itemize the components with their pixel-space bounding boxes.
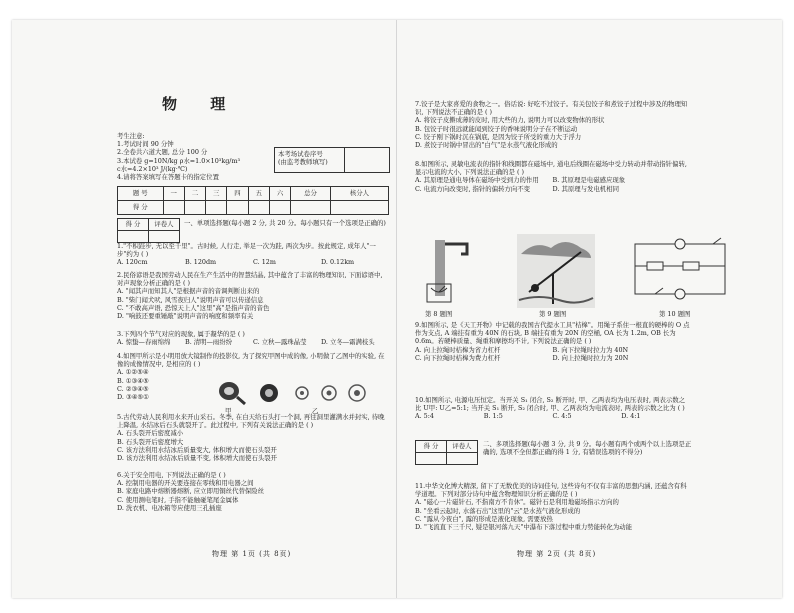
score-header-cell: 总分 [291, 187, 331, 201]
score-header-cell: 五 [248, 187, 269, 201]
option: A. 控制用电器的开关要连接在零线和用电器之间 [117, 479, 254, 488]
right-page-footer: 物理 第 2页 (共 8页) [517, 550, 597, 558]
score-cell [330, 201, 388, 215]
option: D. 立冬—霜满枝头 [321, 338, 375, 347]
question-8 [415, 160, 690, 193]
answer-bracket: ( ) [306, 421, 314, 430]
question-9 [415, 321, 690, 362]
option: C. 4:5 [552, 412, 572, 421]
option: A. 其原理是通电导体在磁场中受到力的作用 [415, 176, 539, 185]
score-header-cell: 核分人 [330, 187, 388, 201]
answer-bracket: ( ) [237, 330, 245, 338]
figure-caption: 第 8 题图 [425, 310, 453, 318]
question-5 [117, 413, 389, 462]
score-cell [291, 201, 331, 215]
option: D. 0.12km [321, 258, 355, 267]
scorer-box-section1 [117, 218, 180, 243]
note-line: 4.请将答案填写在答题卡的指定位置 [117, 173, 219, 182]
note-line: 1.考试时间 90 分钟 [117, 140, 174, 149]
option: A. "闻其声而知其人"是根据声音的音调判断出来的 [117, 287, 260, 296]
answer-bracket: ( ) [570, 490, 578, 499]
note-line: 3.本试卷 g=10N/kg ρ水=1.0×10³kg/m³ [117, 156, 241, 165]
question-stem: 9.如图所示, 是《天工开物》中记载的我国古代提水工具"桔槔"。用绳子系住一根直的硬棒的 O 点作为支点, A 端挂有重为 40N 的石块, B 端挂有重为 20N 的空桶, OA 长为 1.2m, OB 长为 0.6m。若硬棒质量、绳重和摩擦均不计, 下列说法正确的是 [415, 321, 690, 346]
score-header-cell: 六 [269, 187, 290, 201]
answer-bracket: ( ) [141, 250, 149, 259]
scorer-score-cell [416, 453, 447, 465]
option: B. 其原理是电磁感应现象 [552, 176, 626, 185]
scorer-grader-cell [447, 453, 478, 465]
option: C. 电流方向改变时, 指针的偏转方向不变 [415, 184, 531, 193]
question-11 [415, 482, 690, 531]
option: B. 家庭电路中熔断器熔断, 应立即用铜丝代替保险丝 [117, 487, 265, 496]
answer-bracket: ( ) [677, 404, 685, 413]
exam-title: 物 理 [162, 95, 240, 113]
magnifier-image-figure [207, 377, 377, 417]
answer-bracket: ( ) [182, 279, 190, 288]
option: C. 饺子刚下锅时沉在锅底, 是因为饺子所受的重力大于浮力 [415, 132, 582, 141]
score-table-header-row [118, 187, 389, 201]
option: B. 1:5 [483, 412, 503, 421]
score-header-cell: 题 号 [118, 187, 164, 201]
figure-label-yi: 乙 [312, 407, 319, 415]
score-cell [184, 201, 205, 215]
question-stem: 4.如图甲所示是小明用放大镜制作的投影仪, 为了探究甲图中成的像, 小明做了乙图中的实验, 在像的成像情况中, 是相应的 [117, 352, 385, 369]
score-header-cell: 一 [163, 187, 184, 201]
option: A. 将饺子皮擀成薄的皮时, 用大些的力, 说明力可以改变物体的形状 [415, 116, 605, 125]
score-cell [163, 201, 184, 215]
score-row-label: 得 分 [118, 201, 164, 215]
left-page [12, 20, 397, 598]
figure-label-jia: 甲 [225, 407, 232, 415]
answer-bracket: ( ) [516, 168, 524, 177]
option: C. 立秋—露珠晶莹 [253, 338, 307, 347]
question-3 [117, 330, 389, 346]
option: D. "飞流直下三千尺, 疑是银河落九天"中瀑布下落过程中重力势能转化为动能 [415, 523, 633, 532]
option: D. 其原理与发电机相同 [552, 184, 619, 193]
answer-bracket: ( ) [218, 471, 226, 479]
section-1-heading: 一、单项选择题(每小题 2 分, 共 20 分。每小题只有一个选项是正确的) [184, 219, 386, 227]
scorer-score-label: 得 分 [416, 441, 447, 453]
option: A. "磁心一片磁针石, 不指南方不肯休"。磁针石是利用地磁场指示方向的 [415, 498, 619, 507]
option: D. ③④⑤① [117, 393, 149, 402]
option: C. "不敢高声语, 恐惊天上人"这里"高"是指声音的音色 [117, 303, 270, 312]
question-stem: 8.如图所示, 灵敏电流表的指针和线圈都在磁场中, 通电后线圈在磁场中受力转动并带动指针偏转, 显示电流的大小, 下列说法正确的是 [415, 160, 687, 177]
option: C. 使用测电笔时, 手指不能触碰笔尾金属体 [117, 495, 239, 504]
figure-8-galvanometer [419, 236, 477, 308]
option: B. 向下拉绳时拉力为 40N [552, 345, 629, 354]
option: C. 12m [253, 258, 276, 267]
question-stem: 7.饺子是大家喜爱的食物之一。俗话说: 好吃不过饺子。有关包饺子和煮饺子过程中涉及的物理知识, 下列说法不正确的是 [415, 100, 688, 117]
option: A. 向上拉绳时桔槔为省力杠杆 [415, 345, 501, 354]
scorer-grader-cell [149, 231, 180, 243]
option: D. 煮饺子时锅中冒出的"白气"是水蒸气液化形成的 [415, 141, 558, 150]
question-stem: 5.古代劳动人民利用水来开山采石。冬季, 在白天给石头打一个洞, 再往洞里灌满水并封实, 待晚上降温, 水结冰后石头就裂开了。此过程中, 下列有关说法正确的是 [117, 413, 385, 430]
score-header-cell: 四 [227, 187, 248, 201]
figure-9-jiegao [517, 234, 595, 308]
option: B. 石头裂开后密度增大 [117, 437, 184, 446]
option: D. 洗衣机、电冰箱等应使用三孔插座 [117, 503, 222, 512]
score-cell [206, 201, 227, 215]
score-cell [269, 201, 290, 215]
option: A. 石头裂开后密度减小 [117, 429, 184, 438]
option: D. "响鼓还要重锤敲"说明声音的响度和频率有关 [117, 312, 254, 321]
left-page-footer: 物理 第 1页 (共 8页) [212, 550, 292, 558]
option: A. 120cm [117, 258, 148, 267]
note-line: c水=4.2×10³ J/(kg·℃) [117, 164, 188, 173]
right-page [397, 20, 782, 598]
seat-number-box [274, 147, 390, 173]
figure-caption: 第 9 题图 [539, 310, 567, 318]
option: A. 5:4 [415, 412, 434, 421]
scorer-score-label: 得 分 [118, 219, 149, 231]
seat-number-blank [345, 148, 389, 172]
score-header-cell: 二 [184, 187, 205, 201]
answer-bracket: ( ) [193, 360, 201, 369]
scorer-box-section2 [415, 440, 478, 465]
score-header-cell: 三 [206, 187, 227, 201]
score-cell [227, 201, 248, 215]
score-table [117, 186, 389, 215]
option: A. 惊蛰—春雨绵绵 [117, 338, 171, 347]
score-cell [248, 201, 269, 215]
question-stem: 6.关于安全用电, 下列说法正确的是 [117, 471, 217, 479]
question-stem: 3.下列四个节气对应的现象, 属于凝华的是 [117, 330, 236, 338]
option: B. 清明—雨纷纷 [185, 338, 233, 347]
figure-caption: 第 10 题图 [659, 310, 691, 318]
question-10 [415, 396, 690, 421]
option: A. ①②⑤④ [117, 368, 149, 377]
option: C. "露从今夜白", 露的形成是液化现象, 需要放热 [415, 514, 553, 523]
figure-10-circuit [625, 234, 735, 304]
answer-bracket: ( ) [584, 337, 592, 346]
question-4-figure [207, 377, 377, 417]
notes-heading: 考生注意: [117, 132, 145, 140]
answer-bracket: ( ) [485, 108, 493, 117]
option: D. 4:1 [621, 412, 641, 421]
option: B. 包饺子时很远就能闻到饺子的香味说明分子在不断运动 [415, 124, 578, 133]
scorer-grader-label: 评卷人 [447, 441, 478, 453]
scorer-grader-label: 评卷人 [149, 219, 180, 231]
option: D. 向上拉绳时拉力为 20N [552, 353, 629, 362]
option: B. ①③④⑤ [117, 376, 149, 385]
option: D. 该方法利用水结冰后质量不变, 体积增大而使石头裂开 [117, 454, 278, 463]
option: C. ②③④⑤ [117, 384, 149, 393]
note-line: 2.全卷共六道大题, 总分 100 分 [117, 148, 208, 157]
question-stem: 10.如图所示, 电源电压恒定。当开关 S₁ 闭合, S₂ 断开时, 甲、乙两表均为电压表时, 两表示数之比 U甲: U乙=5:1; 当开关 S₁ 断开, S₂ 闭合时, 甲、乙两表均为电流表时, 两表的示数之比为 [415, 396, 686, 413]
exam-spread [12, 20, 782, 598]
score-table-score-row [118, 201, 389, 215]
section-2-heading: 二、多项选择题(每小题 3 分, 共 9 分。每小题有两个或两个以上选项是正确的, 选项不全但都正确的得 1 分, 有错误选项的不得分) [483, 440, 692, 457]
scorer-score-cell [118, 231, 149, 243]
option: C. 向下拉绳时桔槔为费力杠杆 [415, 353, 501, 362]
question-7 [415, 100, 690, 149]
option: C. 该方法利用水结冰后质量变大, 体积增大而使石头裂开 [117, 445, 277, 454]
option: B. "柴门闻犬吠, 风雪夜归人"说明声音可以传递信息 [117, 295, 264, 304]
question-1 [117, 242, 389, 267]
question-2 [117, 271, 389, 320]
exam-notes [117, 132, 267, 181]
seat-box-label: 本考场试卷序号 [278, 150, 323, 158]
option: B. "坐看云起时, 水落石出"这里的"云"是水蒸气液化形成的 [415, 506, 581, 515]
question-stem: 2.民俗谚语是我国劳动人民在生产生活中的智慧结晶, 其中蕴含了丰富的物理知识, 下面谚语中, 对声现象分析正确的是 [117, 271, 383, 288]
option: B. 120dm [185, 258, 217, 267]
question-stem: 1."不积跬步, 无以至千里"。古时候, 人行走, 举足一次为跬, 两次为步。按此规定, 成年人"一步"约为 [117, 242, 376, 259]
question-stem: 11.中华文化博大精深, 留下了无数优美的诗词佳句, 这些诗句不仅有丰富的思想内涵, 还蕴含有科学道理。下列对部分诗句中蕴含物理知识分析正确的是 [415, 482, 687, 499]
seat-box-sublabel: (由监考教师填写) [278, 158, 328, 167]
question-6 [117, 471, 389, 512]
